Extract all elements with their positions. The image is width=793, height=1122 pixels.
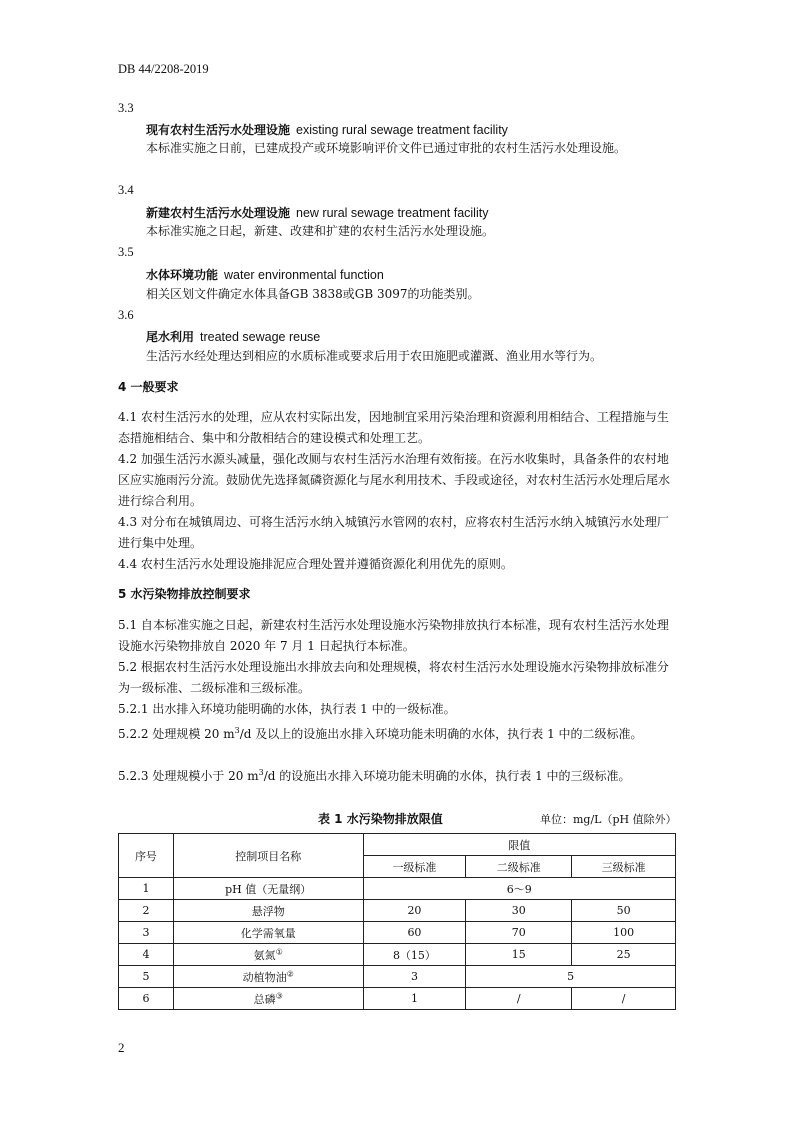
cell-level3: /: [572, 988, 676, 1010]
cell-name: 悬浮物: [173, 900, 363, 922]
header-level1: 一级标准: [363, 856, 466, 878]
term-definition: 生活污水经处理达到相应的水质标准或要求后用于农田施肥或灌溉、渔业用水等行为。: [146, 349, 603, 363]
table-row: [119, 988, 676, 1010]
doc-id-header: DB 44/2208-2019: [118, 62, 209, 76]
cell-name: 化学需氧量: [173, 922, 363, 944]
term-number: 3.6: [118, 308, 134, 322]
clause: 4.2 加强生活污水源头减量，强化改厕与农村生活污水治理有效衔接。在污水收集时，具备条件的农村地区应实施雨污分流。鼓励优先选择氮磷资源化与尾水利用技术、手段或途径，对农村生活污水处理后尾水进行综合利用。: [118, 452, 671, 508]
header-seq: 序号: [119, 834, 174, 878]
page-number: 2: [118, 1040, 125, 1055]
cell-name: [173, 944, 363, 966]
cell-level1: 60: [363, 922, 466, 944]
table-row: [119, 922, 676, 944]
cell-level23: 5: [466, 966, 676, 988]
term-title: [146, 328, 320, 345]
table-row: [119, 944, 676, 966]
footnote-mark: ①: [275, 946, 283, 956]
cell-level2: 15: [466, 944, 572, 966]
clause: 5.2.1 出水排入环境功能明确的水体，执行表 1 中的一级标准。: [118, 702, 456, 716]
clause-text: 5.2.2 处理规模 20 m: [118, 727, 235, 741]
header-level3: 三级标准: [572, 856, 676, 878]
clause: 5.1 自本标准实施之日起，新建农村生活污水处理设施水污染物排放执行本标准，现有农村生活污水处理设施水污染物排放自 2020 年 7 月 1 日起执行本标准。: [118, 618, 669, 653]
superscript: 3: [234, 726, 240, 735]
cell-name-text: 动植物油: [242, 970, 287, 984]
term-en: water environmental function: [224, 268, 384, 282]
clause-text: /d 及以上的设施出水排入环境功能未明确的水体，执行表 1 中的二级标准。: [239, 727, 643, 741]
cell-level1: 3: [363, 966, 466, 988]
cell-seq: 1: [119, 878, 174, 900]
header-limit: 限值: [363, 834, 675, 856]
term-number: 3.5: [118, 245, 134, 259]
cell-name: pH 值（无量纲）: [173, 878, 363, 900]
clause: 4.3 对分布在城镇周边、可将生活污水纳入城镇污水管网的农村，应将农村生活污水纳入城镇污水处理厂进行集中处理。: [118, 515, 669, 550]
term-zh: 尾水利用: [146, 330, 195, 344]
header-item: 控制项目名称: [173, 834, 363, 878]
footnote-mark: ③: [275, 990, 283, 1000]
clause-text: /d 的设施出水排入环境功能未明确的水体，执行表 1 中的三级标准。: [263, 769, 631, 783]
term-number: 3.3: [118, 101, 134, 115]
cell-level1: 1: [363, 988, 466, 1010]
emission-limit-table: [118, 833, 676, 1010]
cell-level1: 20: [363, 900, 466, 922]
cell-seq: 6: [119, 988, 174, 1010]
cell-level2: 70: [466, 922, 572, 944]
cell-level2: /: [466, 988, 572, 1010]
cell-level3: 25: [572, 944, 676, 966]
term-title: [146, 266, 384, 283]
cell-level3: 50: [572, 900, 676, 922]
term-title: [146, 204, 488, 221]
table-row: [119, 900, 676, 922]
cell-name-text: 氨氮: [253, 948, 276, 962]
cell-level2: 30: [466, 900, 572, 922]
superscript: 3: [258, 768, 264, 777]
table-row: [119, 878, 676, 900]
cell-seq: 5: [119, 966, 174, 988]
table-row: [119, 966, 676, 988]
term-en: existing rural sewage treatment facility: [296, 123, 508, 137]
term-en: treated sewage reuse: [200, 330, 321, 344]
term-zh: 现有农村生活污水处理设施: [146, 123, 291, 137]
header-level2: 二级标准: [466, 856, 572, 878]
table-caption: 表 1 水污染物排放限值: [318, 812, 443, 826]
cell-merged: 6～9: [363, 878, 675, 900]
term-definition: 本标准实施之日前，已建成投产或环境影响评价文件已通过审批的农村生活污水处理设施。: [146, 141, 627, 155]
clause: 5.2 根据农村生活污水处理设施出水排放去向和处理规模，将农村生活污水处理设施水污染物排放标准分为一级标准、二级标准和三级标准。: [118, 660, 669, 695]
cell-level3: 100: [572, 922, 676, 944]
term-definition: 相关区划文件确定水体具备GB 3838或GB 3097的功能类别。: [146, 287, 480, 301]
clause: [118, 720, 678, 745]
clause: [118, 762, 678, 787]
section-title: 5 水污染物排放控制要求: [118, 587, 251, 601]
cell-name-text: 总磷: [253, 992, 276, 1006]
footnote-mark: ②: [286, 968, 294, 978]
term-en: new rural sewage treatment facility: [296, 206, 489, 220]
cell-seq: 2: [119, 900, 174, 922]
table-unit: 单位：mg/L（pH 值除外）: [540, 813, 677, 826]
cell-level1: 8（15）: [363, 944, 466, 966]
clause-text: 5.2.3 处理规模小于 20 m: [118, 769, 259, 783]
cell-name: [173, 966, 363, 988]
cell-name: [173, 988, 363, 1010]
clause: 4.1 农村生活污水的处理，应从农村实际出发，因地制宜采用污染治理和资源利用相结合、工程措施与生态措施相结合、集中和分散相结合的建设模式和处理工艺。: [118, 410, 669, 445]
term-definition: 本标准实施之日起，新建、改建和扩建的农村生活污水处理设施。: [146, 224, 495, 238]
term-zh: 水体环境功能: [146, 268, 219, 282]
cell-seq: 3: [119, 922, 174, 944]
clause: 4.4 农村生活污水处理设施排泥应合理处置并遵循资源化利用优先的原则。: [118, 557, 513, 571]
section-title: 4 一般要求: [118, 380, 179, 394]
term-number: 3.4: [118, 183, 134, 197]
cell-seq: 4: [119, 944, 174, 966]
term-zh: 新建农村生活污水处理设施: [146, 206, 291, 220]
term-title: [146, 121, 508, 138]
